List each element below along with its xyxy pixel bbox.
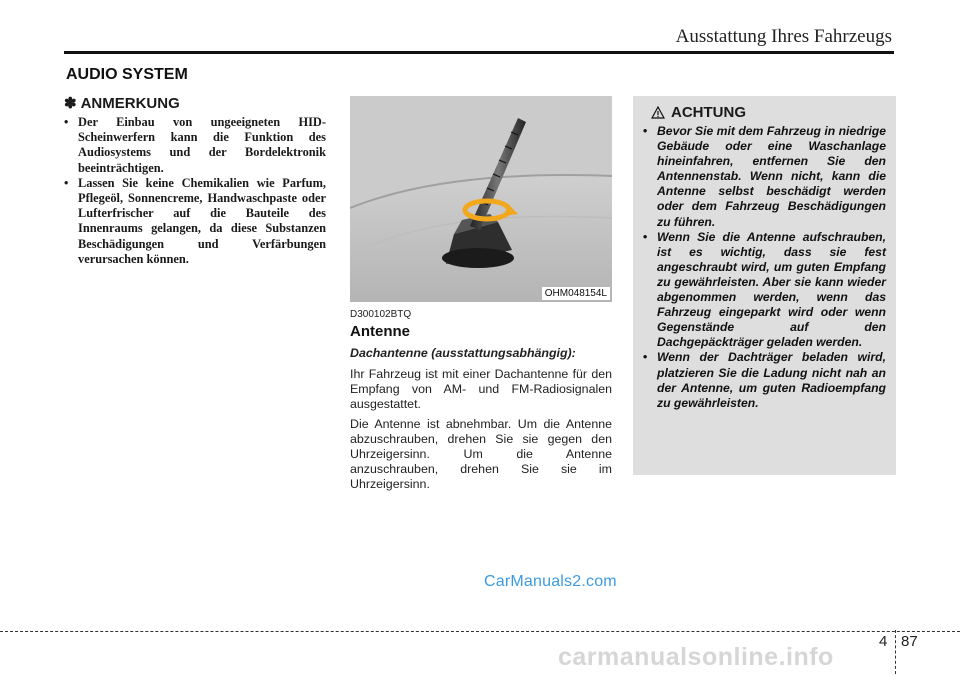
note-title-label: ANMERKUNG: [80, 94, 180, 112]
running-header-title: Ausstattung Ihres Fahrzeugs: [675, 26, 892, 47]
warning-item: • Wenn der Dachträger beladen wird, platzieren Sie die Ladung nicht nah an der Antenne, um guten Radioempfang zu gewährleisten.: [643, 350, 886, 410]
antenna-subheading: Dachantenne (ausstattungsabhängig):: [350, 346, 576, 360]
warning-triangle-icon: [651, 106, 665, 119]
figure-code: OHM048154L: [542, 287, 610, 300]
antenna-figure: [350, 96, 612, 302]
watermark-link[interactable]: CarManuals2.com: [484, 573, 617, 590]
footer-divider: [895, 630, 897, 674]
body-paragraph: Die Antenne ist abnehmbar. Um die Antenne abzuschrauben, drehen Sie sie gegen den Uhrzeigersinn. Um die Antenne anzuschrauben, drehen Sie sie im Uhrzeigersinn.: [350, 416, 612, 492]
warning-title-label: ACHTUNG: [671, 104, 746, 121]
footer-rule: [0, 631, 960, 632]
asterisk-icon: ✽: [64, 95, 77, 112]
footer-brand-watermark[interactable]: carmanualsonline.info: [558, 643, 834, 671]
warning-item: • Bevor Sie mit dem Fahrzeug in niedrige Gebäude oder eine Waschanlage hineinfahren, entfernen Sie den Antennenstab. Wenn nicht, kann die Antenne selbst beschädigt werden oder dem Fahrzeug Beschädigungen zu führen.: [643, 124, 886, 229]
warning-list: [643, 124, 886, 411]
header-rule: [64, 51, 894, 54]
note-list: [64, 115, 326, 267]
antenna-body: [350, 367, 612, 497]
document-id: D300102BTQ: [350, 309, 412, 320]
note-box: [64, 94, 326, 267]
note-item: • Der Einbau von ungeeigneten HID-Scheinwerfern kann die Funktion des Audiosystems und der Bordelektronik beeinträchtigen.: [64, 115, 326, 175]
note-title: [64, 94, 326, 112]
antenna-heading: Antenne: [350, 323, 410, 340]
warning-item: • Wenn Sie die Antenne aufschrauben, ist es wichtig, dass sie fest angeschraubt wird, um guten Empfang zu gewährleisten. Aber sie kann wieder abgenommen werden, wenn das Fahrzeug eingeparkt wird oder wenn Gegenstände auf den Dachgepäckträger geladen werden.: [643, 229, 886, 350]
section-heading: AUDIO SYSTEM: [66, 66, 188, 83]
antenna-rotate-illustration: [350, 96, 612, 302]
body-paragraph: Ihr Fahrzeug ist mit einer Dachantenne für den Empfang von AM- und FM-Radiosignalen ausgestattet.: [350, 367, 612, 412]
warning-title: [651, 104, 886, 121]
warning-box: [633, 96, 896, 475]
page-number: 87: [901, 633, 918, 650]
note-item: • Lassen Sie keine Chemikalien wie Parfum, Pflegeöl, Sonnencreme, Handwaschpaste oder Lufterfrischer auf die Bauteile des Innenraums gelangen, da diese Substanzen Beschädigungen und Verfärbungen verursachen können.: [64, 175, 326, 266]
chapter-number: 4: [879, 633, 888, 650]
